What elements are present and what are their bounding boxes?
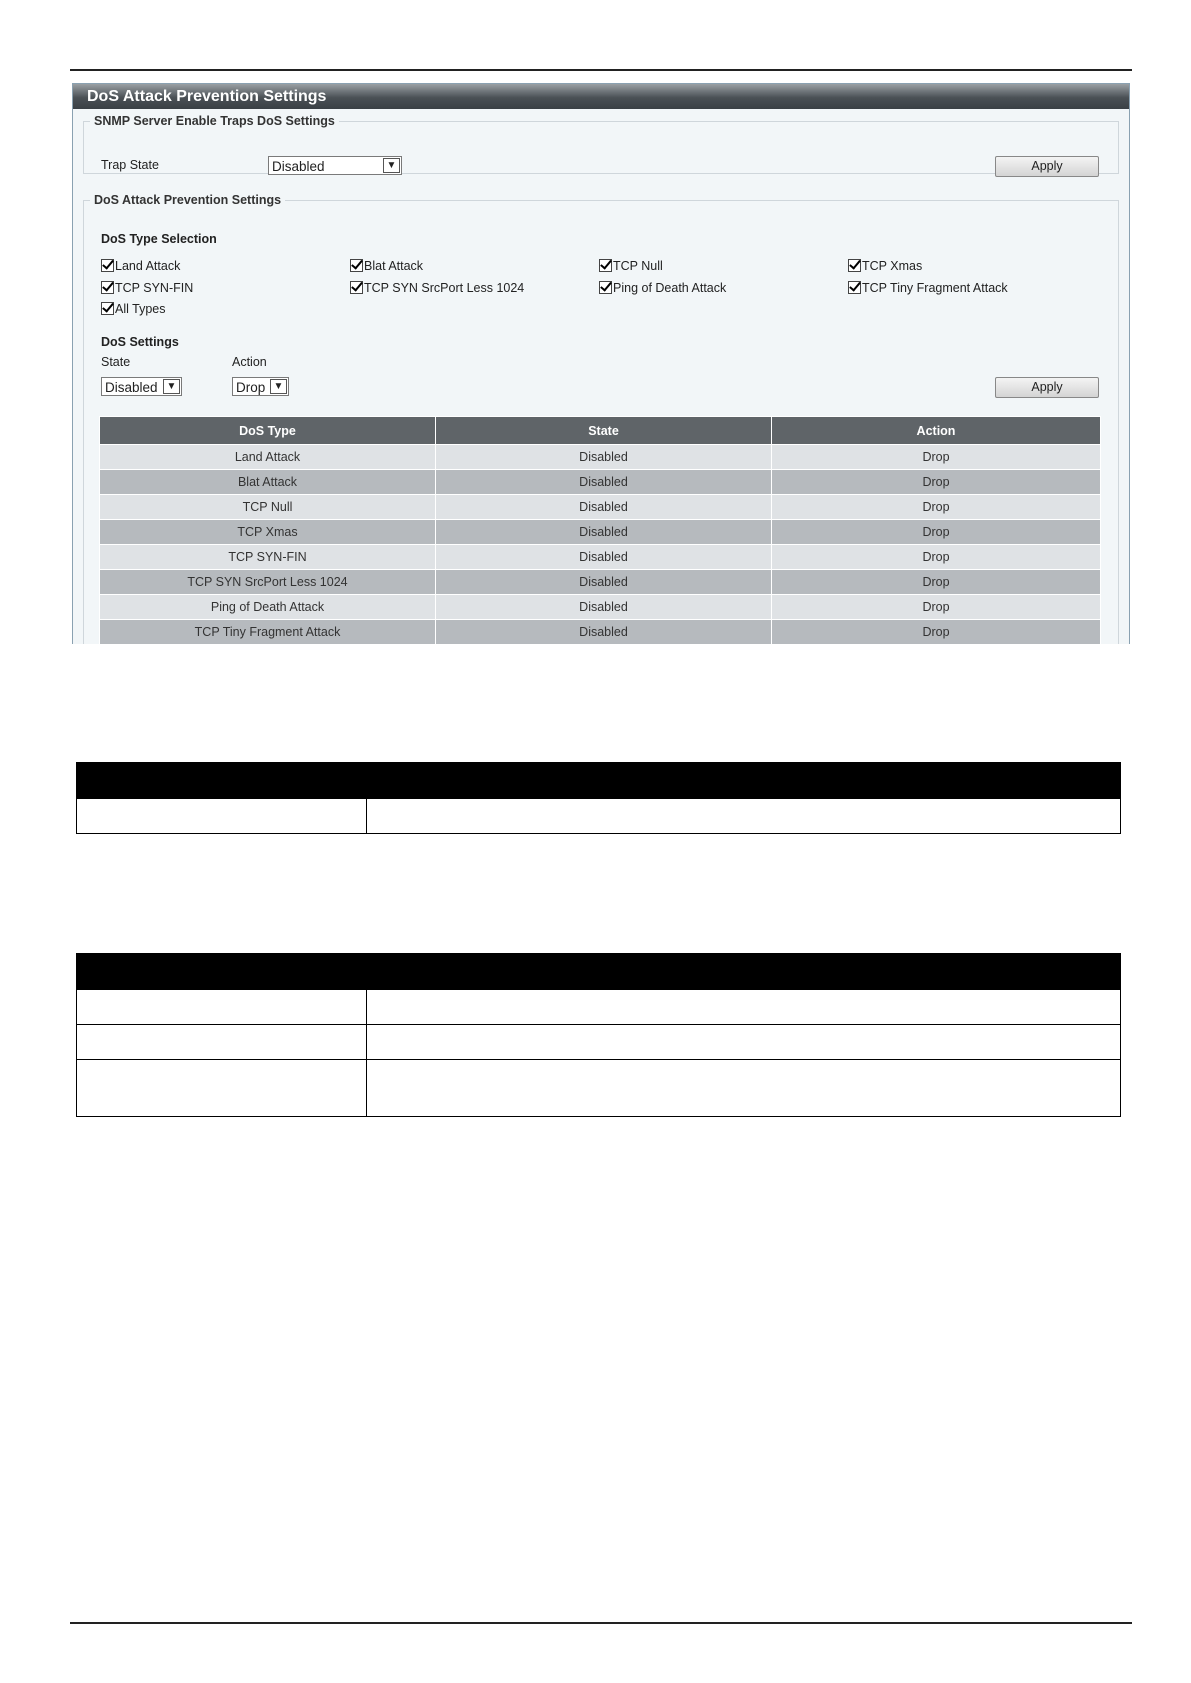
trap-apply-button[interactable]: Apply xyxy=(995,156,1099,177)
table-row xyxy=(100,470,1101,495)
checkbox-land-attack[interactable] xyxy=(101,259,180,273)
cell-dos-type: Ping of Death Attack xyxy=(100,595,436,620)
cell-state: Disabled xyxy=(436,445,772,470)
dos-type-table xyxy=(99,416,1101,644)
cell-state: Disabled xyxy=(436,470,772,495)
checkbox-tcp-syn-srcport[interactable] xyxy=(350,281,524,295)
checkbox-label: Land Attack xyxy=(115,259,181,273)
cell-action: Drop xyxy=(772,570,1101,595)
top-rule xyxy=(70,69,1132,71)
cell-dos-type: Blat Attack xyxy=(100,470,436,495)
cell-state: Disabled xyxy=(436,545,772,570)
checkbox-label: TCP Tiny Fragment Attack xyxy=(862,281,1008,295)
checkbox-tcp-null[interactable] xyxy=(599,259,663,273)
dos-action-select[interactable] xyxy=(232,377,289,396)
checkbox-checked-icon xyxy=(101,281,114,294)
chevron-down-icon: ▼ xyxy=(383,158,400,173)
table-header-row xyxy=(77,954,1121,990)
checkbox-checked-icon xyxy=(599,281,612,294)
checkbox-label: Ping of Death Attack xyxy=(613,281,727,295)
cell-state: Disabled xyxy=(436,520,772,545)
checkbox-all-types[interactable] xyxy=(101,302,166,316)
cell-state: Disabled xyxy=(436,495,772,520)
cell-state: Disabled xyxy=(436,620,772,645)
dos-settings-window xyxy=(72,83,1130,644)
column-header-action: Action xyxy=(772,417,1101,445)
cell-dos-type: TCP Null xyxy=(100,495,436,520)
cell-dos-type: TCP SYN-FIN xyxy=(100,545,436,570)
checkbox-tcp-tiny-fragment[interactable] xyxy=(848,281,1008,295)
table-header-row xyxy=(77,763,1121,799)
dos-settings-heading: DoS Settings xyxy=(101,335,179,349)
dos-state-select[interactable] xyxy=(101,377,182,396)
dos-action-value: Drop xyxy=(236,380,266,395)
table-row xyxy=(100,520,1101,545)
checkbox-tcp-syn-fin[interactable] xyxy=(101,281,193,295)
cell-action: Drop xyxy=(772,445,1101,470)
chevron-down-icon: ▼ xyxy=(270,379,287,394)
cell-dos-type: TCP Tiny Fragment Attack xyxy=(100,620,436,645)
checkbox-checked-icon xyxy=(350,281,363,294)
trap-state-label: Trap State xyxy=(101,158,159,172)
dos-type-selection-heading: DoS Type Selection xyxy=(101,232,217,246)
cell-dos-type: Land Attack xyxy=(100,445,436,470)
column-header-state: State xyxy=(436,417,772,445)
checkbox-label: TCP Xmas xyxy=(862,259,923,273)
bottom-rule xyxy=(70,1622,1132,1624)
checkbox-label: TCP SYN-FIN xyxy=(115,281,194,295)
dos-apply-button[interactable]: Apply xyxy=(995,377,1099,398)
checkbox-checked-icon xyxy=(350,259,363,272)
dos-state-value: Disabled xyxy=(105,380,158,395)
table-row xyxy=(77,1060,1121,1117)
checkbox-label: TCP SYN SrcPort Less 1024 xyxy=(364,281,525,295)
cell-action: Drop xyxy=(772,595,1101,620)
checkbox-blat-attack[interactable] xyxy=(350,259,423,273)
table-row xyxy=(77,990,1121,1025)
window-title: DoS Attack Prevention Settings xyxy=(73,84,1129,109)
table-row xyxy=(100,445,1101,470)
parameter-table-1 xyxy=(76,762,1121,834)
dos-prevention-legend: DoS Attack Prevention Settings xyxy=(94,193,282,207)
parameter-table-2 xyxy=(76,953,1121,1117)
table-row xyxy=(100,545,1101,570)
table-row xyxy=(100,495,1101,520)
cell-dos-type: TCP Xmas xyxy=(100,520,436,545)
state-label: State xyxy=(101,355,131,369)
checkbox-ping-of-death[interactable] xyxy=(599,281,726,295)
checkbox-label: Blat Attack xyxy=(364,259,424,273)
checkbox-label: TCP Null xyxy=(613,259,663,273)
cell-action: Drop xyxy=(772,620,1101,645)
checkbox-checked-icon xyxy=(848,281,861,294)
cell-dos-type: TCP SYN SrcPort Less 1024 xyxy=(100,570,436,595)
table-row xyxy=(77,1025,1121,1060)
cell-action: Drop xyxy=(772,520,1101,545)
checkbox-checked-icon xyxy=(101,302,114,315)
checkbox-tcp-xmas[interactable] xyxy=(848,259,922,273)
table-row xyxy=(100,570,1101,595)
trap-state-value: Disabled xyxy=(272,159,325,174)
trap-state-select[interactable] xyxy=(268,156,402,175)
checkbox-checked-icon xyxy=(848,259,861,272)
snmp-traps-fieldset xyxy=(83,114,1119,174)
checkbox-checked-icon xyxy=(101,259,114,272)
checkbox-checked-icon xyxy=(599,259,612,272)
checkbox-label: All Types xyxy=(115,302,166,316)
cell-state: Disabled xyxy=(436,570,772,595)
cell-state: Disabled xyxy=(436,595,772,620)
cell-action: Drop xyxy=(772,470,1101,495)
action-label: Action xyxy=(232,355,267,369)
table-row xyxy=(100,595,1101,620)
chevron-down-icon: ▼ xyxy=(163,379,180,394)
column-header-dos-type: DoS Type xyxy=(100,417,436,445)
table-header-row xyxy=(100,417,1101,445)
table-row xyxy=(77,799,1121,834)
snmp-traps-legend: SNMP Server Enable Traps DoS Settings xyxy=(94,114,335,128)
cell-action: Drop xyxy=(772,545,1101,570)
cell-action: Drop xyxy=(772,495,1101,520)
table-row xyxy=(100,620,1101,645)
